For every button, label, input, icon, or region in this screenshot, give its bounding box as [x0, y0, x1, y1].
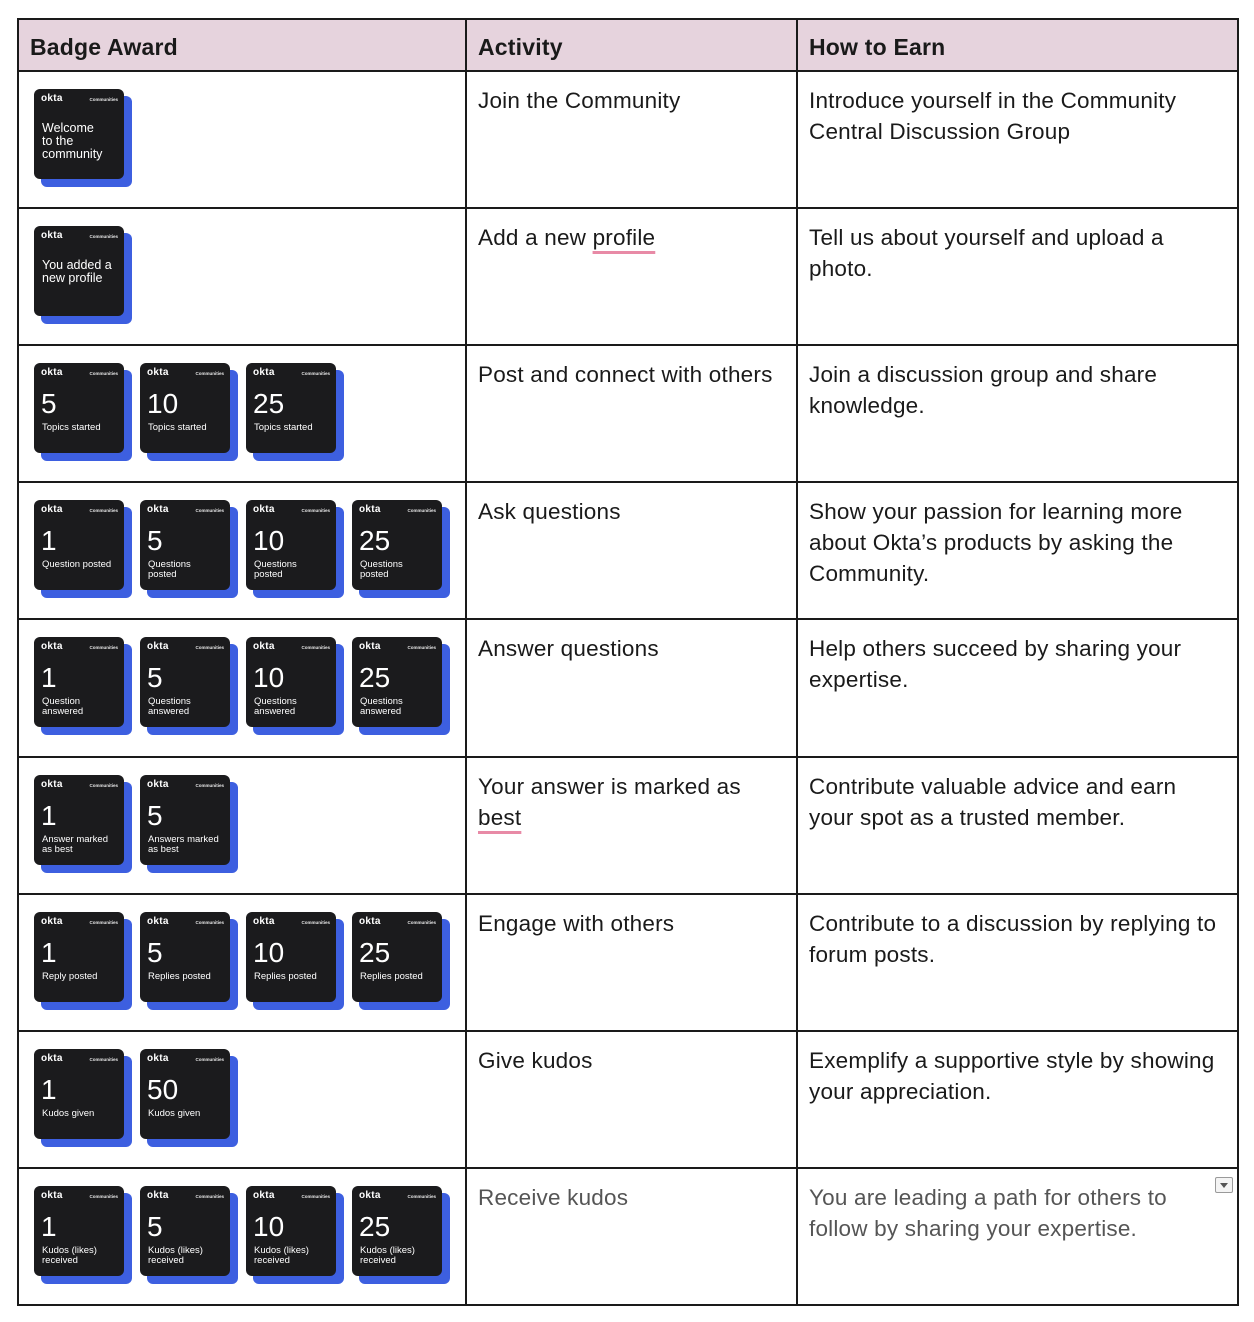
- table-header-row: [18, 19, 1238, 71]
- badge-tag: Communities: [195, 1056, 224, 1062]
- column-header-how-to-earn: How to Earn: [797, 19, 1238, 71]
- badge-tag: Communities: [301, 645, 330, 651]
- badge-tag: Communities: [195, 371, 224, 377]
- badge-count: 25: [359, 662, 391, 694]
- badge-count: 10: [253, 525, 285, 557]
- okta-logo: okta: [147, 778, 169, 790]
- okta-logo: okta: [41, 641, 63, 653]
- okta-logo: okta: [147, 504, 169, 516]
- badge-tag: Communities: [89, 782, 118, 788]
- badge-award-cell: [18, 1031, 466, 1168]
- badge-count: 25: [359, 936, 391, 968]
- okta-logo: okta: [147, 1052, 169, 1064]
- badge-count: 10: [253, 936, 285, 968]
- badge-caption: Questions posted: [254, 559, 297, 581]
- badge-count: 10: [253, 662, 285, 694]
- badge-caption: Questions posted: [360, 559, 403, 581]
- badge-caption: Topics started: [148, 422, 207, 434]
- how-to-earn-text: Join a discussion group and share knowledge.: [809, 362, 1158, 419]
- okta-logo: okta: [359, 641, 381, 653]
- badge-image: [246, 912, 344, 1010]
- badge-caption: Replies posted: [148, 970, 211, 982]
- badge-group: [19, 483, 465, 598]
- how-to-earn-cell: [797, 71, 1238, 208]
- activity-text: Join the Community: [478, 88, 681, 113]
- badge-face: [34, 1049, 124, 1139]
- badge-caption: Kudos (likes) received: [254, 1244, 309, 1266]
- badge-image: [246, 363, 344, 461]
- okta-logo: okta: [41, 93, 63, 104]
- activity-text: Answer questions: [478, 636, 659, 662]
- table-row: [18, 757, 1238, 894]
- okta-logo: okta: [359, 504, 381, 516]
- how-to-earn-text: Introduce yourself in the Community Central Discussion Group: [809, 88, 1177, 144]
- table-row: [18, 345, 1238, 482]
- how-to-earn-text: Show your passion for learning more about Okta’s products by asking the Community.: [809, 499, 1183, 587]
- badge-caption: Welcome to the community: [42, 121, 103, 161]
- badge-tag: Communities: [301, 919, 330, 925]
- badge-group: [19, 620, 465, 735]
- badge-award-cell: [18, 345, 466, 482]
- badge-count: 5: [147, 1210, 163, 1242]
- badge-image: [140, 912, 238, 1010]
- activity-cell: [466, 71, 797, 208]
- badge-caption: Replies posted: [254, 970, 317, 982]
- badge-tag: Communities: [195, 645, 224, 651]
- badge-award-cell: [18, 894, 466, 1031]
- table-row: [18, 619, 1238, 756]
- badge-tag: Communities: [195, 919, 224, 925]
- badge-group: [19, 1032, 465, 1147]
- badge-face: [34, 1186, 124, 1276]
- badge-caption: Reply posted: [42, 970, 98, 982]
- activity-cell: [466, 757, 797, 894]
- badge-tag: Communities: [407, 645, 436, 651]
- activity-cell: [466, 482, 797, 619]
- how-to-earn-text: Contribute valuable advice and earn your spot as a trusted member.: [809, 773, 1177, 830]
- activity-cell: [466, 894, 797, 1031]
- badge-count: 10: [253, 1210, 285, 1242]
- activity-text: Ask questions: [478, 499, 621, 525]
- badge-caption: Kudos given: [42, 1107, 95, 1119]
- badge-face: [34, 226, 124, 316]
- okta-logo: okta: [359, 1189, 381, 1201]
- badge-image: [140, 637, 238, 735]
- badge-tag: Communities: [89, 919, 118, 925]
- badge-face: [140, 1186, 230, 1276]
- badge-face: [34, 637, 124, 727]
- badge-face: [34, 912, 124, 1002]
- badge-count: 1: [41, 936, 57, 968]
- badge-face: [140, 363, 230, 453]
- how-to-earn-cell: [797, 1031, 1238, 1168]
- badge-award-cell: [18, 757, 466, 894]
- badge-image: [246, 1186, 344, 1284]
- badge-caption: Answer marked as best: [42, 833, 108, 855]
- badge-caption: Kudos given: [148, 1107, 201, 1119]
- okta-logo: okta: [41, 1189, 63, 1201]
- badge-image: [246, 637, 344, 735]
- okta-logo: okta: [359, 915, 381, 927]
- badge-tag: Communities: [407, 508, 436, 514]
- badge-caption: Kudos (likes) received: [148, 1244, 203, 1266]
- badge-caption: Kudos (likes) received: [42, 1244, 97, 1266]
- badge-caption: Questions answered: [148, 696, 191, 718]
- badge-face: [352, 500, 442, 590]
- badge-image: [34, 1049, 132, 1147]
- badge-image: [140, 1186, 238, 1284]
- okta-logo: okta: [41, 367, 63, 379]
- how-to-earn-cell: [797, 345, 1238, 482]
- badge-image: [352, 912, 450, 1010]
- badge-image: [246, 500, 344, 598]
- badge-image: [34, 1186, 132, 1284]
- spellcheck-underlined-word: best: [478, 804, 522, 830]
- badge-image: [140, 775, 238, 873]
- badge-face: [34, 775, 124, 865]
- okta-logo: okta: [147, 915, 169, 927]
- badge-count: 25: [359, 525, 391, 557]
- activity-text: Engage with others: [478, 910, 675, 936]
- badge-tag: Communities: [301, 1193, 330, 1199]
- badge-award-cell: [18, 71, 466, 208]
- badge-face: [246, 500, 336, 590]
- badge-tag: Communities: [195, 508, 224, 514]
- badge-award-table: [17, 18, 1239, 1306]
- badge-caption: Topics started: [254, 422, 313, 434]
- badge-count: 1: [41, 1210, 57, 1242]
- activity-cell: [466, 619, 797, 756]
- badge-count: 1: [41, 1073, 57, 1105]
- badge-group: [19, 209, 465, 324]
- badge-group: [19, 72, 465, 187]
- badge-count: 1: [41, 525, 57, 557]
- badge-count: 5: [147, 662, 163, 694]
- badge-award-cell: [18, 1168, 466, 1305]
- table-row: [18, 1031, 1238, 1168]
- badge-count: 1: [41, 799, 57, 831]
- badge-face: [246, 912, 336, 1002]
- badge-group: [19, 758, 465, 873]
- badge-tag: Communities: [301, 371, 330, 377]
- badge-tag: Communities: [89, 234, 118, 240]
- table-row: [18, 894, 1238, 1031]
- how-to-earn-cell: [797, 619, 1238, 756]
- badge-image: [140, 363, 238, 461]
- okta-logo: okta: [41, 504, 63, 516]
- how-to-earn-cell: [797, 894, 1238, 1031]
- how-to-earn-cell: [797, 208, 1238, 345]
- okta-logo: okta: [253, 641, 275, 653]
- badge-group: [19, 346, 465, 461]
- badge-caption: Answers marked as best: [148, 833, 219, 855]
- badge-image: [34, 775, 132, 873]
- table-row: [18, 71, 1238, 208]
- okta-logo: okta: [253, 915, 275, 927]
- badge-face: [140, 1049, 230, 1139]
- badge-award-cell: [18, 208, 466, 345]
- badge-tag: Communities: [89, 1056, 118, 1062]
- badge-group: [19, 895, 465, 1010]
- badge-count: 5: [147, 936, 163, 968]
- activity-text: Give kudos: [478, 1047, 593, 1073]
- badge-face: [140, 912, 230, 1002]
- badge-award-cell: [18, 482, 466, 619]
- badge-tag: Communities: [89, 508, 118, 514]
- badge-face: [140, 500, 230, 590]
- table-row: [18, 482, 1238, 619]
- badge-count: 25: [359, 1210, 391, 1242]
- badge-face: [352, 912, 442, 1002]
- badge-face: [246, 637, 336, 727]
- how-to-earn-cell: [797, 1168, 1238, 1305]
- how-to-earn-text: Exemplify a supportive style by showing your appreciation.: [809, 1047, 1215, 1104]
- activity-cell: [466, 345, 797, 482]
- how-to-earn-text: You are leading a path for others to follow by sharing your expertise.: [809, 1184, 1167, 1241]
- badge-group: [19, 1169, 465, 1284]
- table-row: [18, 1168, 1238, 1305]
- badge-tag: Communities: [195, 782, 224, 788]
- badge-count: 5: [147, 799, 163, 831]
- badge-tag: Communities: [195, 1193, 224, 1199]
- activity-text: Add a new: [478, 225, 593, 251]
- badge-caption: Replies posted: [360, 970, 423, 982]
- badge-caption: Questions answered: [360, 696, 403, 718]
- badge-award-cell: [18, 619, 466, 756]
- column-header-activity: Activity: [466, 19, 797, 71]
- activity-cell: [466, 1168, 797, 1305]
- badge-caption: Question answered: [42, 696, 84, 718]
- okta-logo: okta: [253, 367, 275, 379]
- activity-text: Post and connect with others: [478, 362, 773, 388]
- badge-count: 50: [147, 1073, 179, 1105]
- cell-dropdown-arrow-icon[interactable]: [1215, 1177, 1233, 1193]
- badge-caption: Question posted: [42, 559, 112, 571]
- okta-logo: okta: [41, 778, 63, 790]
- badge-tag: Communities: [89, 97, 118, 102]
- badge-tag: Communities: [407, 1193, 436, 1199]
- badge-face: [352, 1186, 442, 1276]
- column-header-badge-award: Badge Award: [18, 19, 466, 71]
- how-to-earn-text: Tell us about yourself and upload a photo.: [809, 225, 1164, 282]
- badge-count: 10: [147, 388, 179, 420]
- okta-logo: okta: [41, 1052, 63, 1064]
- badge-tag: Communities: [89, 1193, 118, 1199]
- activity-cell: [466, 1031, 797, 1168]
- badge-face: [34, 363, 124, 453]
- badge-image: [140, 1049, 238, 1147]
- badge-tag: Communities: [301, 508, 330, 514]
- table-row: [18, 208, 1238, 345]
- okta-logo: okta: [253, 504, 275, 516]
- okta-logo: okta: [41, 915, 63, 927]
- okta-logo: okta: [253, 1189, 275, 1201]
- how-to-earn-cell: [797, 757, 1238, 894]
- okta-logo: okta: [147, 1189, 169, 1201]
- badge-image: [352, 637, 450, 735]
- badge-caption: Kudos (likes) received: [360, 1244, 415, 1266]
- badge-caption: Questions posted: [148, 559, 191, 581]
- badge-image: [34, 89, 132, 187]
- badge-tag: Communities: [89, 645, 118, 651]
- badge-image: [34, 912, 132, 1010]
- badge-caption: Questions answered: [254, 696, 297, 718]
- activity-cell: [466, 208, 797, 345]
- badge-count: 1: [41, 662, 57, 694]
- badge-face: [246, 363, 336, 453]
- badge-caption: Topics started: [42, 422, 101, 434]
- okta-logo: okta: [41, 230, 63, 242]
- badge-face: [140, 775, 230, 865]
- badge-image: [352, 500, 450, 598]
- badge-image: [34, 500, 132, 598]
- badge-face: [246, 1186, 336, 1276]
- badge-image: [352, 1186, 450, 1284]
- badge-tag: Communities: [89, 371, 118, 377]
- activity-text: Your answer is marked as: [478, 773, 741, 799]
- okta-logo: okta: [147, 641, 169, 653]
- how-to-earn-text: Help others succeed by sharing your expertise.: [809, 636, 1182, 693]
- badge-face: [34, 89, 124, 179]
- badge-image: [140, 500, 238, 598]
- badge-tag: Communities: [407, 919, 436, 925]
- badge-image: [34, 637, 132, 735]
- how-to-earn-text: Contribute to a discussion by replying to forum posts.: [809, 910, 1217, 967]
- okta-logo: okta: [147, 367, 169, 379]
- spellcheck-underlined-word: profile: [592, 225, 656, 251]
- badge-face: [140, 637, 230, 727]
- badge-face: [34, 500, 124, 590]
- badge-image: [34, 226, 132, 324]
- badge-count: 25: [253, 388, 285, 420]
- badge-face: [352, 637, 442, 727]
- badge-image: [34, 363, 132, 461]
- badge-count: 5: [147, 525, 163, 557]
- activity-text: Receive kudos: [478, 1184, 629, 1210]
- badge-caption: You added a new profile: [42, 258, 112, 286]
- badge-count: 5: [41, 388, 57, 420]
- how-to-earn-cell: [797, 482, 1238, 619]
